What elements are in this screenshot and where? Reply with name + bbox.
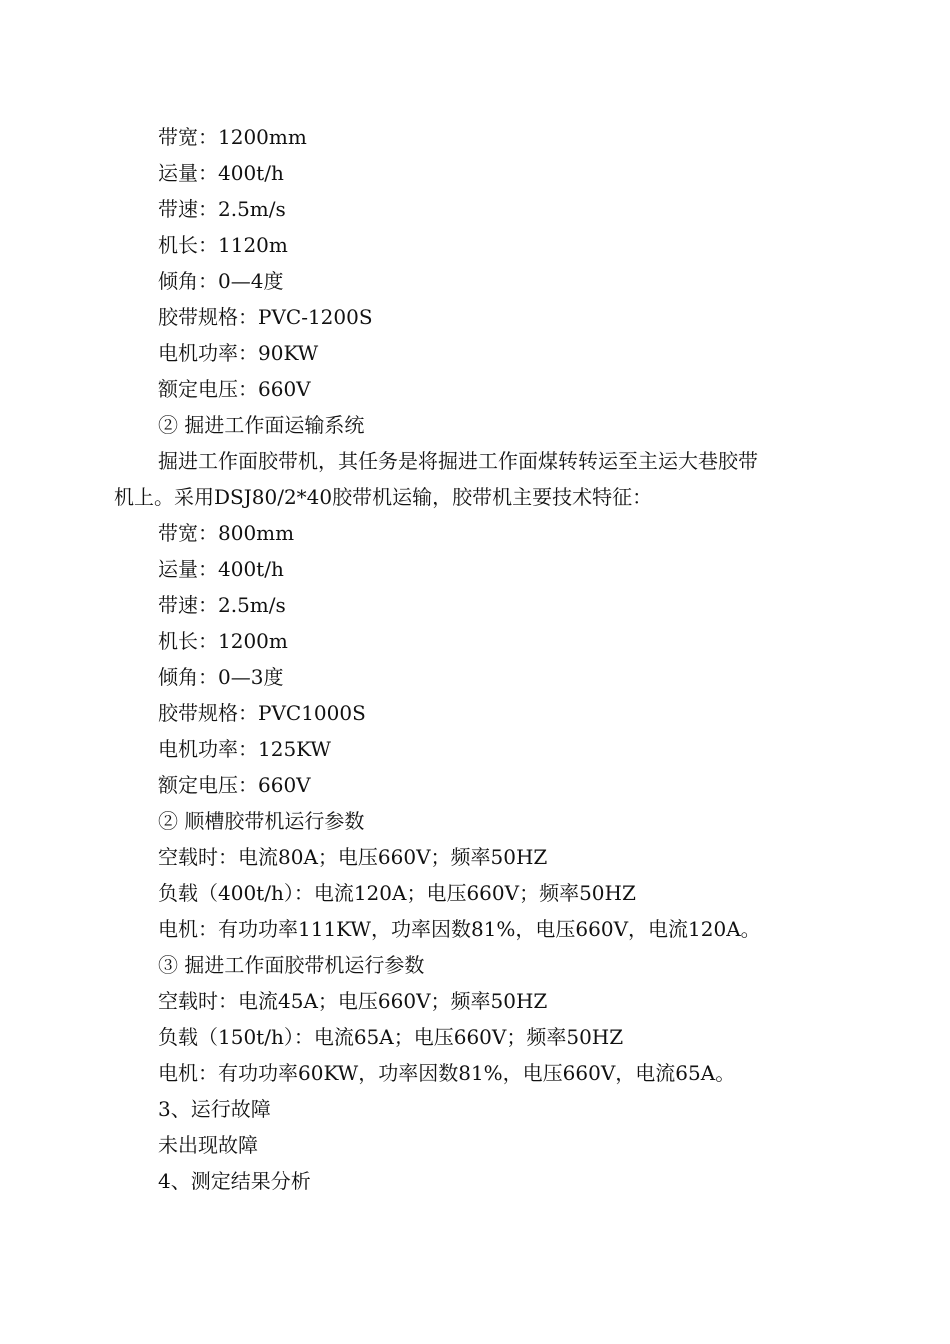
spec-belt-speed: 带速：2.5m/s bbox=[158, 593, 286, 617]
spec-rated-voltage: 额定电压：660V bbox=[158, 377, 311, 401]
param-motor: 电机：有功功率60KW，功率因数81%，电压660V，电流65A。 bbox=[158, 1061, 736, 1085]
spec-capacity: 运量：400t/h bbox=[158, 161, 284, 185]
spec-belt-width: 带宽：1200mm bbox=[158, 125, 307, 149]
spec-motor-power: 电机功率：90KW bbox=[158, 341, 319, 365]
section-heading: 4、测定结果分析 bbox=[158, 1169, 311, 1193]
section-heading: 3、运行故障 bbox=[158, 1097, 271, 1121]
paragraph-line: 掘进工作面胶带机，其任务是将掘进工作面煤转转运至主运大巷胶带 bbox=[158, 449, 758, 473]
spec-inclination: 倾角：0—4度 bbox=[158, 269, 284, 293]
section-heading: ② 掘进工作面运输系统 bbox=[158, 413, 365, 437]
section-heading: ② 顺槽胶带机运行参数 bbox=[158, 809, 365, 833]
param-no-load: 空载时：电流45A；电压660V；频率50HZ bbox=[158, 989, 548, 1013]
spec-belt-speed: 带速：2.5m/s bbox=[158, 197, 286, 221]
param-motor: 电机：有功功率111KW，功率因数81%，电压660V，电流120A。 bbox=[158, 917, 761, 941]
param-load: 负载（150t/h）：电流65A；电压660V；频率50HZ bbox=[158, 1025, 624, 1049]
spec-belt-type: 胶带规格：PVC-1200S bbox=[158, 305, 373, 329]
spec-rated-voltage: 额定电压：660V bbox=[158, 773, 311, 797]
section-heading: ③ 掘进工作面胶带机运行参数 bbox=[158, 953, 425, 977]
spec-capacity: 运量：400t/h bbox=[158, 557, 284, 581]
param-load: 负载（400t/h）：电流120A；电压660V；频率50HZ bbox=[158, 881, 636, 905]
paragraph-line: 机上。采用DSJ80/2*40胶带机运输，胶带机主要技术特征： bbox=[114, 485, 653, 509]
spec-length: 机长：1120m bbox=[158, 233, 288, 257]
spec-belt-width: 带宽：800mm bbox=[158, 521, 295, 545]
body-text: 未出现故障 bbox=[158, 1133, 258, 1157]
spec-length: 机长：1200m bbox=[158, 629, 288, 653]
param-no-load: 空载时：电流80A；电压660V；频率50HZ bbox=[158, 845, 548, 869]
spec-belt-type: 胶带规格：PVC1000S bbox=[158, 701, 366, 725]
spec-inclination: 倾角：0—3度 bbox=[158, 665, 284, 689]
spec-motor-power: 电机功率：125KW bbox=[158, 737, 331, 761]
